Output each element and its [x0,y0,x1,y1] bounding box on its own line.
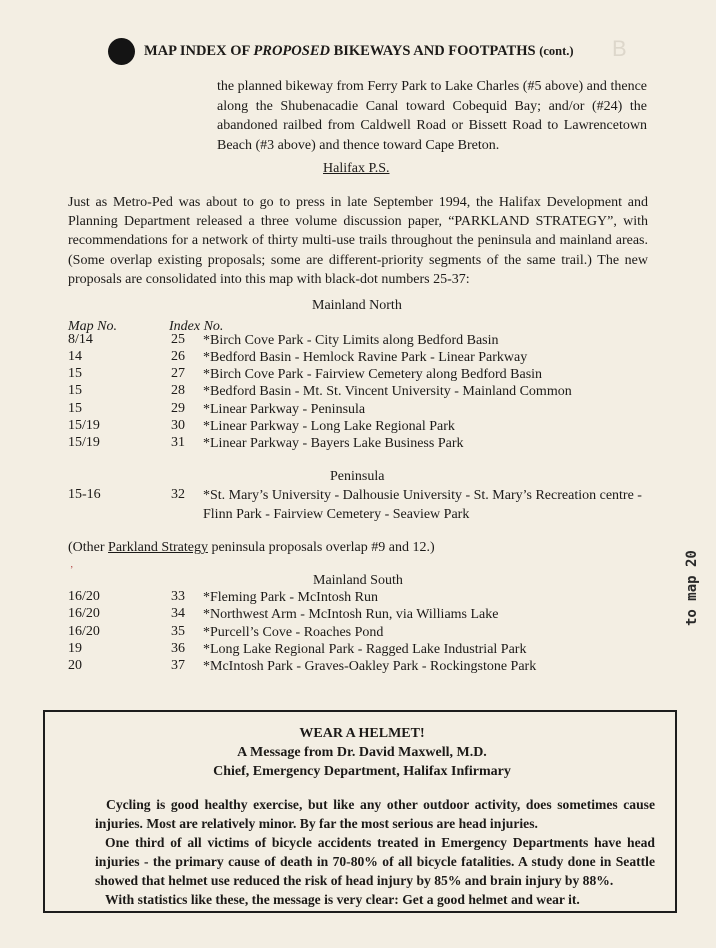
black-dot-bullet [108,38,135,65]
trail-description: *Purcell’s Cove - Roaches Pond [203,625,384,640]
index-number: 30 [171,418,185,433]
helmet-paragraph: One third of all victims of bicycle accidents treated in Emergency Departments have head injuries - the primary cause of death in 70-80% of all bicycle fatalities. A study done in Seattle showed that helmet use reduced the risk of head injury by 85% and brain injury by 88%. [95,835,655,889]
helmet-box-title: WEAR A HELMET! [299,726,425,741]
table-row [0,418,716,436]
map-number: 8/14 [68,332,93,347]
map-number: 15-16 [68,487,101,502]
map-number: 19 [68,641,82,656]
map-number: 15/19 [68,418,100,433]
index-number: 28 [171,383,185,398]
index-number: 36 [171,641,185,656]
table-row [0,624,716,642]
trail-description: *Linear Parkway - Bayers Lake Business Park [203,436,464,451]
index-number: 25 [171,332,185,347]
table-row [0,435,716,453]
table-row [0,383,716,401]
handwritten-margin-note: to map 20 [684,550,700,626]
halifax-heading: Halifax P.S. [323,161,390,176]
helmet-box-affiliation: Chief, Emergency Department, Halifax Infirmary [213,764,511,779]
trail-description: *Birch Cove Park - City Limits along Bedford Basin [203,333,499,348]
index-no-column-header: Index No. [169,319,224,334]
trail-description: *Northwest Arm - McIntosh Run, via Williams Lake [203,607,499,622]
table-row [0,589,716,607]
parkland-strategy-paragraph: Just as Metro-Ped was about to go to press in late September 1994, the Halifax Development and Planning Department released a three volume discussion paper, “PARKLAND STRATEGY”, with recommendations for a network of thirty multi-use trails throughout the peninsula and mainland areas. (Some overlap existing proposals; some are different-priority segments of the same trail.) The new proposals are consolidated into this map with black-dot numbers 25-37: [68,195,648,287]
trail-description: *Linear Parkway - Peninsula [203,402,366,417]
index-number: 34 [171,606,185,621]
table-row [0,606,716,624]
map-no-column-header: Map No. [68,319,117,334]
table-row [0,349,716,367]
map-number: 15 [68,383,82,398]
table-row [0,658,716,676]
page-header [108,38,574,65]
trail-description: *Long Lake Regional Park - Ragged Lake Industrial Park [203,642,527,657]
mainland-south-heading: Mainland South [313,573,403,588]
helmet-box-body [95,795,655,910]
bleed-through-mark: B [612,36,627,61]
page-title: MAP INDEX OF PROPOSED BIKEWAYS AND FOOTPATHS (cont.) [144,43,574,59]
map-number: 14 [68,349,82,364]
index-number: 31 [171,435,185,450]
table-row [0,487,716,525]
index-number: 32 [171,487,185,502]
index-number: 29 [171,401,185,416]
helmet-paragraph: With statistics like these, the message is very clear: Get a good helmet and wear it. [105,892,580,908]
map-number: 16/20 [68,606,100,621]
index-number: 27 [171,366,185,381]
map-number: 15 [68,366,82,381]
parkland-strategy-reference: Parkland Strategy [108,540,208,555]
index-number: 37 [171,658,185,673]
helmet-message-box [43,710,677,913]
table-row [0,332,716,350]
map-number: 16/20 [68,589,100,604]
trail-description: *Bedford Basin - Mt. St. Vincent University - Mainland Common [203,384,572,399]
trail-description: *McIntosh Park - Graves-Oakley Park - Rockingstone Park [203,659,537,674]
map-number: 15 [68,401,82,416]
trail-description: *Fleming Park - McIntosh Run [203,590,378,605]
table-row [0,401,716,419]
trail-description: *Bedford Basin - Hemlock Ravine Park - Linear Parkway [203,350,528,365]
index-number: 33 [171,589,185,604]
map-number: 16/20 [68,624,100,639]
index-number: 35 [171,624,185,639]
map-number: 20 [68,658,82,673]
table-row [0,366,716,384]
peninsula-heading: Peninsula [330,469,385,484]
pen-mark: ’ [70,565,74,576]
map-number: 15/19 [68,435,100,450]
trail-description: *Birch Cove Park - Fairview Cemetery along Bedford Basin [203,367,543,382]
intro-paragraph: the planned bikeway from Ferry Park to Lake Charles (#5 above) and thence along the Shubenacadie Canal toward Cobequid Bay; and/or (#24) the abandoned railbed from Caldwell Road or Bissett Road to Lawrencetown Beach (#3 above) and thence toward Cape Breton. [217,79,647,153]
table-row [0,641,716,659]
mainland-north-heading: Mainland North [312,298,402,313]
trail-description: *St. Mary’s University - Dalhousie University - St. Mary’s Recreation centre - Flinn Park - Fairview Cemetery - Seaview Park [203,488,642,522]
trail-description: *Linear Parkway - Long Lake Regional Park [203,419,455,434]
parkland-overlap-note: (Other Parkland Strategy peninsula proposals overlap #9 and 12.) [68,540,435,555]
helmet-paragraph: Cycling is good healthy exercise, but like any other outdoor activity, does sometimes cause injuries. Most are relatively minor. By far the most serious are head injuries. [95,797,655,832]
helmet-box-subtitle: A Message from Dr. David Maxwell, M.D. [237,745,487,760]
index-number: 26 [171,349,185,364]
